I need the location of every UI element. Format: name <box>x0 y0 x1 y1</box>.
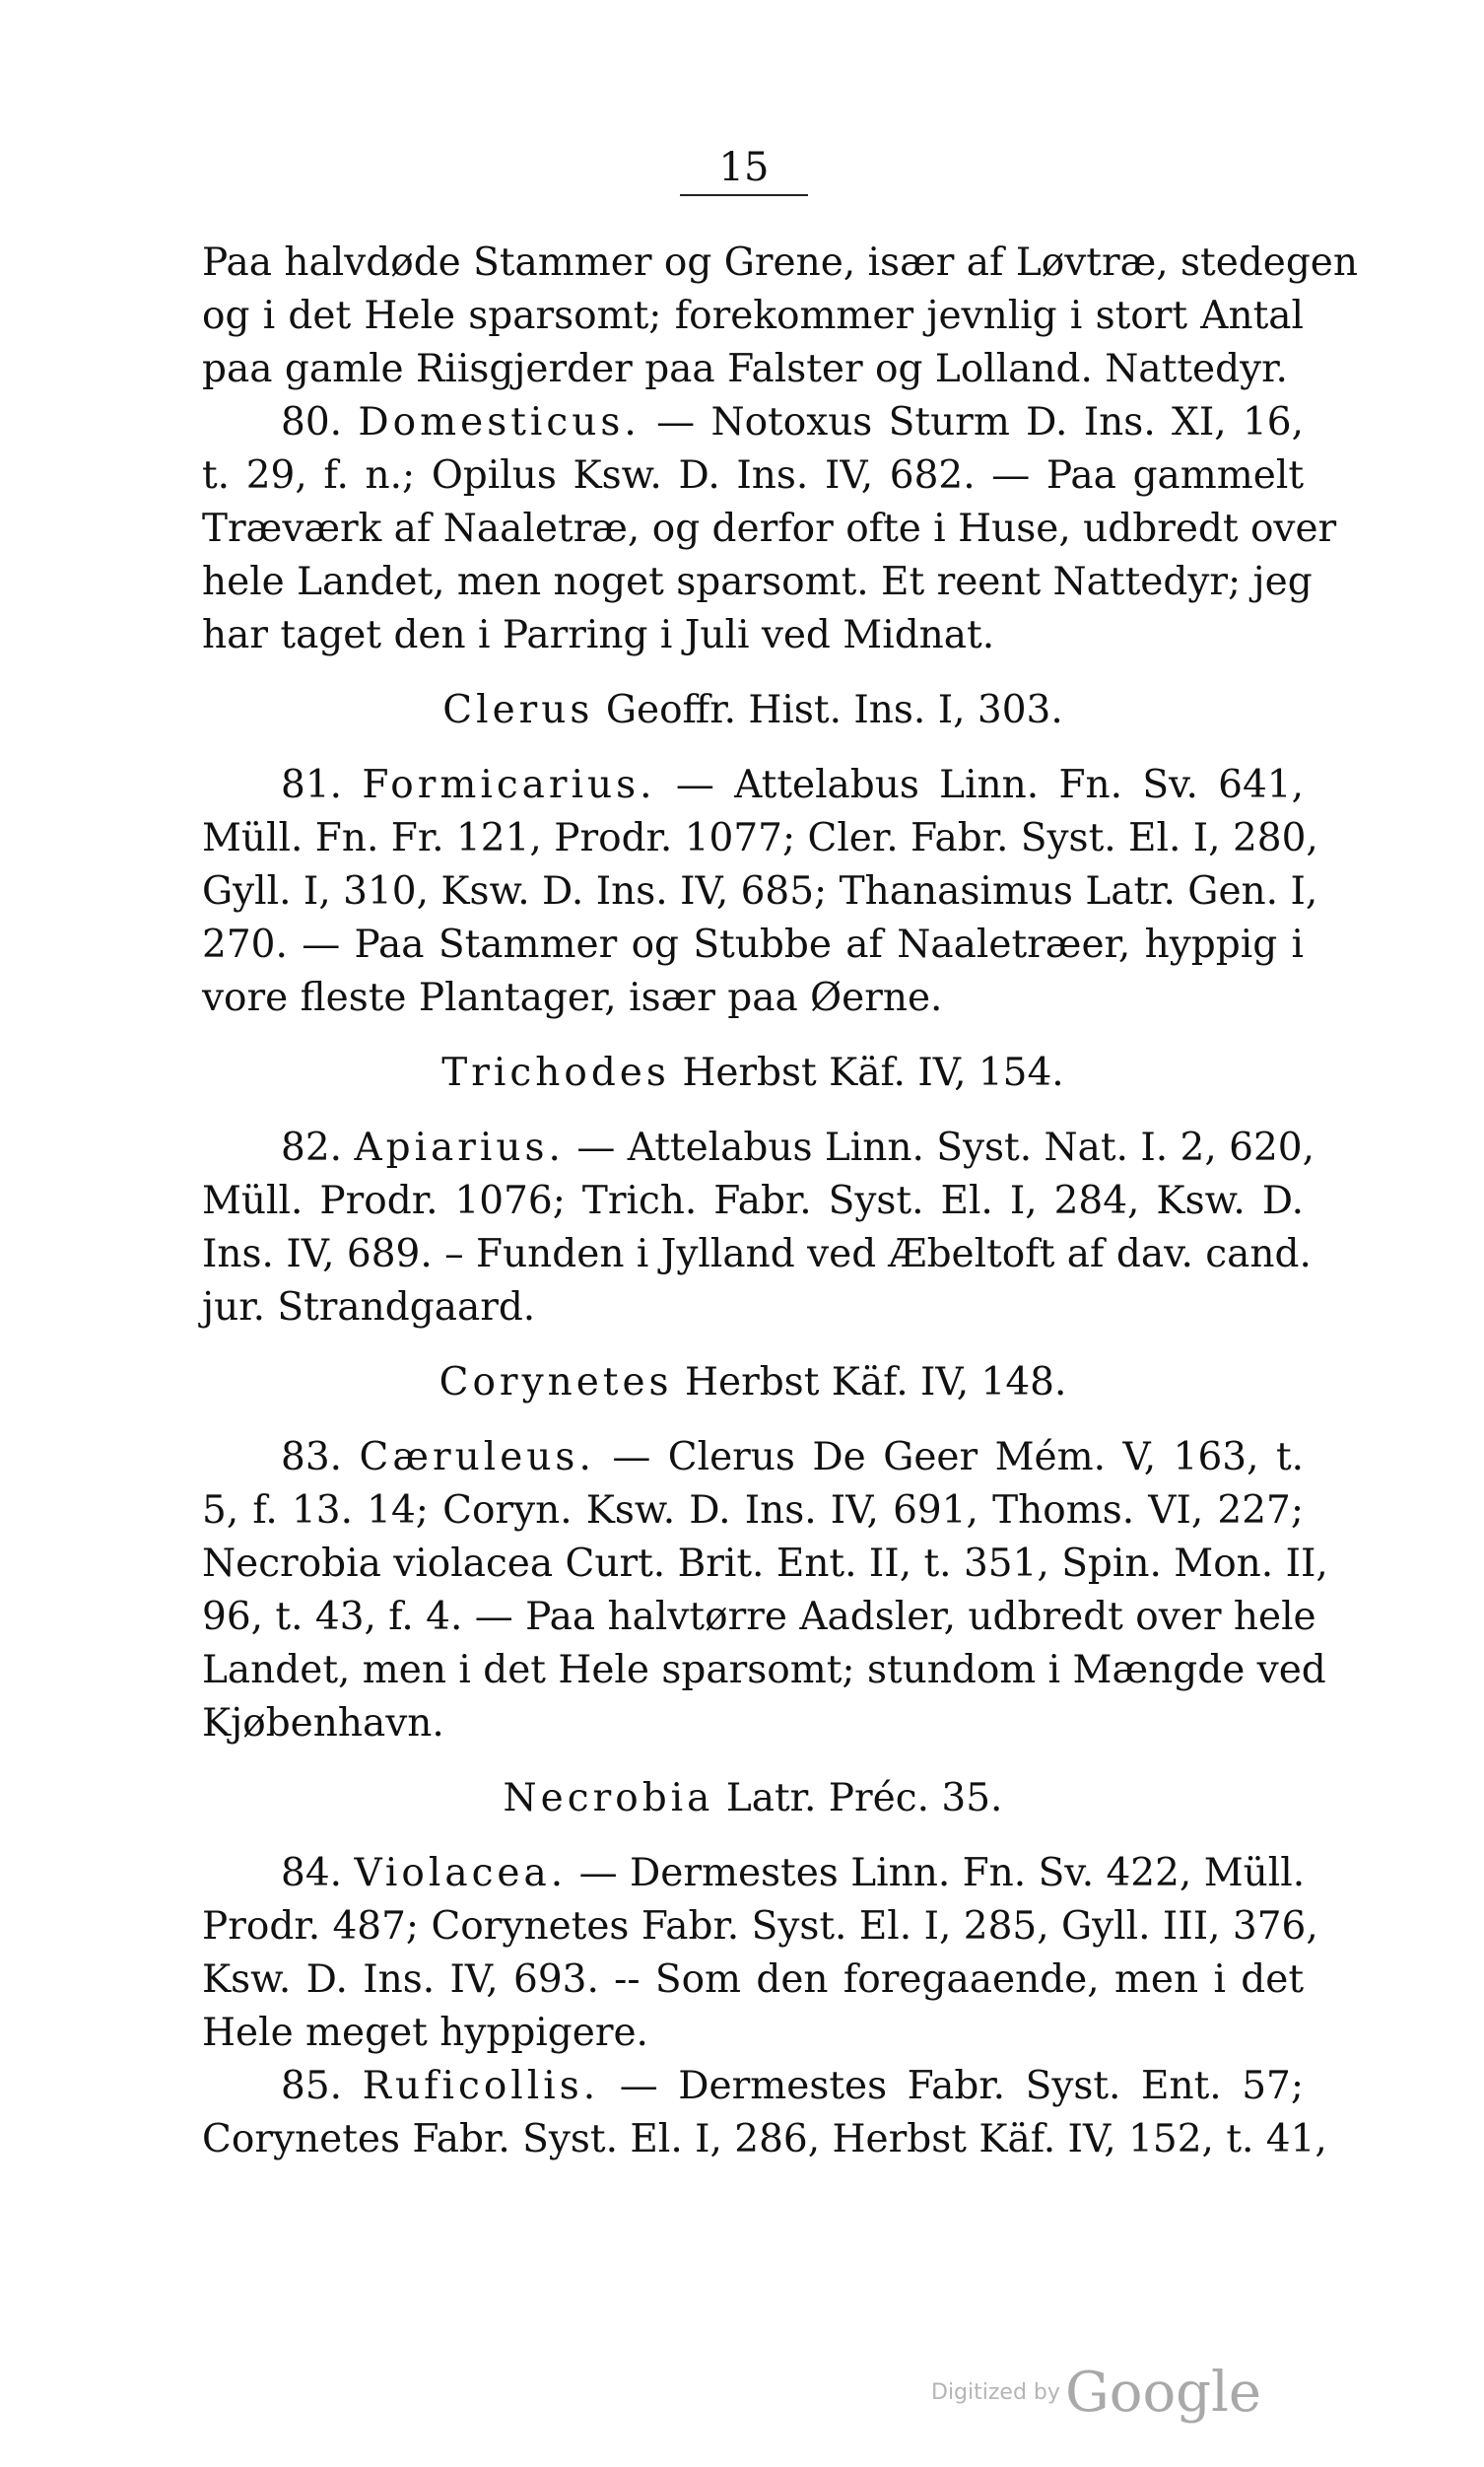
text-segment: — Clerus De Geer Mém. V, 163, t. <box>612 1435 1305 1479</box>
text-line: hele Landet, men noget sparsomt. Et reent Nattedyr; jeg <box>202 560 1313 604</box>
species-entry-line <box>202 396 1304 449</box>
species-entry-line <box>202 2060 1304 2113</box>
species-number: 85. <box>281 2064 343 2108</box>
species-name: Domesticus. <box>358 400 641 445</box>
body-text <box>202 237 1359 2166</box>
text-line: 270. — Paa Stammer og Stubbe af Naaletræer, hyppig i <box>202 923 1304 967</box>
text-line: jur. Strandgaard. <box>202 1285 536 1330</box>
text-line: har taget den i Parring i Juli ved Midnat. <box>202 613 995 657</box>
species-entry-line <box>202 1847 1304 1900</box>
text-segment: — Notoxus Sturm D. Ins. XI, 16, <box>656 400 1304 445</box>
digitized-watermark <box>931 2361 1325 2430</box>
genus-heading <box>202 1772 1304 1825</box>
species-number: 80. <box>281 400 343 445</box>
genus-name: Trichodes <box>441 1051 670 1095</box>
species-name: Apiarius. <box>354 1126 565 1170</box>
text-line: Gyll. I, 310, Ksw. D. Ins. IV, 685; Thanasimus Latr. Gen. I, <box>202 869 1318 914</box>
species-name: Formicarius. <box>362 763 656 807</box>
text-line: Necrobia violacea Curt. Brit. Ent. II, t. 351, Spin. Mon. II, <box>202 1542 1328 1586</box>
text-line: Corynetes Fabr. Syst. El. I, 286, Herbst Käf. IV, 152, t. 41, <box>202 2117 1327 2161</box>
species-number: 83. <box>281 1435 343 1479</box>
genus-heading <box>202 684 1304 737</box>
text-line: t. 29, f. n.; Opilus Ksw. D. Ins. IV, 682. — Paa gammelt <box>202 453 1304 498</box>
species-entry-line <box>202 1431 1304 1484</box>
text-line: Træværk af Naaletræ, og derfor ofte i Huse, udbredt over <box>202 507 1337 551</box>
text-line: paa gamle Riisgjerder paa Falster og Lolland. Nattedyr. <box>202 347 1288 391</box>
text-line: Paa halvdøde Stammer og Grene, især af Løvtræ, stedegen <box>202 240 1359 285</box>
genus-name: Clerus <box>442 688 594 732</box>
species-entry-line <box>202 759 1304 812</box>
text-line: Ins. IV, 689. – Funden i Jylland ved Æbeltoft af dav. cand. <box>202 1232 1312 1276</box>
text-line: 5, f. 13. 14; Coryn. Ksw. D. Ins. IV, 691, Thoms. VI, 227; <box>202 1488 1304 1533</box>
watermark-prefix: Digitized by <box>931 2380 1060 2405</box>
species-number: 81. <box>281 763 343 807</box>
text-line: og i det Hele sparsomt; forekommer jevnlig i stort Antal <box>202 294 1304 338</box>
text-line: Müll. Prodr. 1076; Trich. Fabr. Syst. El. I, 284, Ksw. D. <box>202 1179 1304 1223</box>
species-name: Violacea. <box>354 1851 568 1895</box>
text-segment: — Attelabus Linn. Syst. Nat. I. 2, 620, <box>576 1126 1315 1170</box>
species-name: Cæruleus. <box>359 1435 595 1479</box>
text-line: 96, t. 43, f. 4. — Paa halvtørre Aadsler, udbredt over hele <box>202 1595 1316 1639</box>
page-number: 15 <box>718 145 770 190</box>
text-line: Ksw. D. Ins. IV, 693. -- Som den foregaaende, men i det <box>202 1957 1304 2002</box>
species-name: Ruficollis. <box>362 2064 600 2108</box>
text-segment: — Dermestes Linn. Fn. Sv. 422, Müll. <box>578 1851 1306 1895</box>
genus-heading <box>202 1356 1304 1409</box>
species-number: 82. <box>281 1126 343 1170</box>
text-line: vore fleste Plantager, især paa Øerne. <box>202 976 943 1020</box>
species-number: 84. <box>281 1851 343 1895</box>
genus-reference: Herbst Käf. IV, 148. <box>684 1360 1067 1405</box>
text-segment: — Attelabus Linn. Fn. Sv. 641, <box>675 763 1304 807</box>
genus-heading <box>202 1047 1304 1100</box>
genus-name: Necrobia <box>503 1776 714 1820</box>
watermark-logo: Google <box>1065 2361 1262 2425</box>
text-line: Hele meget hyppigere. <box>202 2011 648 2055</box>
genus-reference: Latr. Préc. 35. <box>725 1776 1003 1820</box>
genus-reference: Geoffr. Hist. Ins. I, 303. <box>605 688 1063 732</box>
text-line: Prodr. 487; Corynetes Fabr. Syst. El. I, 285, Gyll. III, 376, <box>202 1904 1318 1949</box>
text-segment: — Dermestes Fabr. Syst. Ent. 57; <box>619 2064 1304 2108</box>
genus-reference: Herbst Käf. IV, 154. <box>682 1051 1064 1095</box>
text-line: Müll. Fn. Fr. 121, Prodr. 1077; Cler. Fabr. Syst. El. I, 280, <box>202 816 1318 860</box>
genus-name: Corynetes <box>438 1360 673 1405</box>
page-number-rule <box>680 194 808 196</box>
text-line: Landet, men i det Hele sparsomt; stundom i Mængde ved <box>202 1648 1326 1692</box>
text-line: Kjøbenhavn. <box>202 1701 444 1746</box>
species-entry-line <box>202 1122 1315 1175</box>
